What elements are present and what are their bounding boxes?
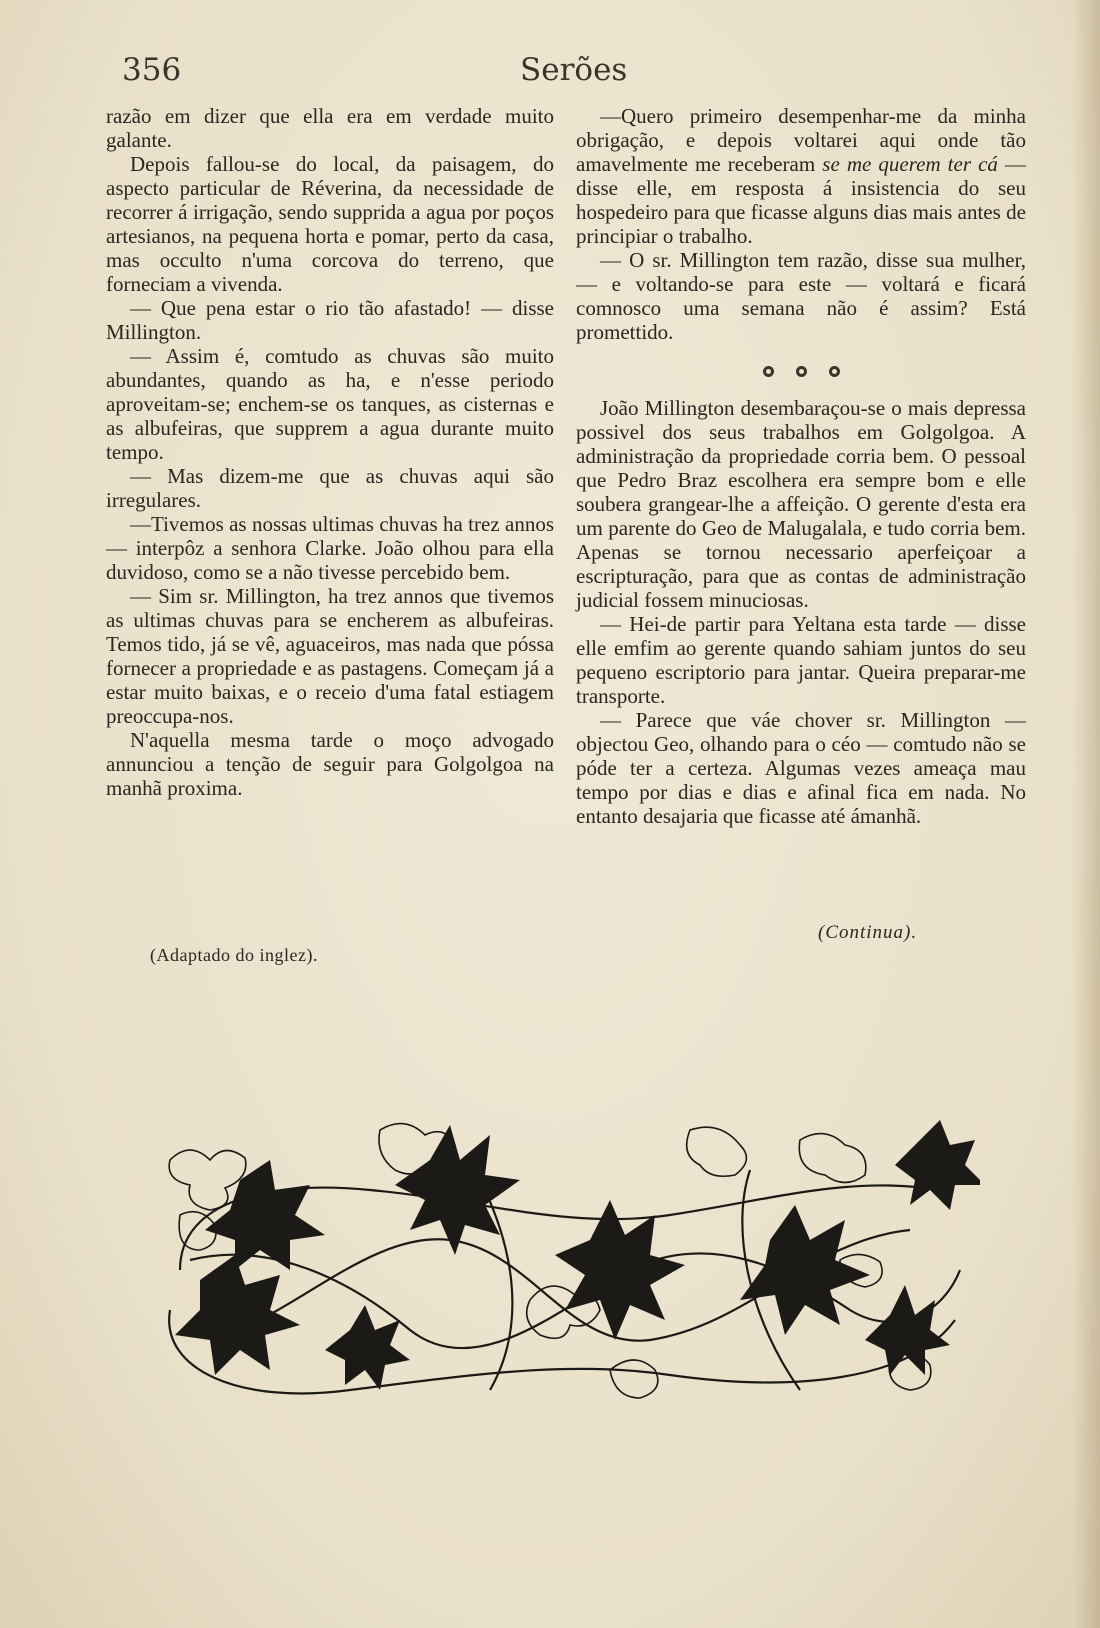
columbine-bud [325, 1305, 410, 1390]
paragraph: — Hei-de partir para Yeltana esta tarde — disse elle emfim ao gerente quando sahiam juntos do seu pequeno escriptorio para jantar. Queira preparar-me transporte. [576, 612, 1026, 708]
paragraph-text: —Quero primeiro desempenhar-me da minha obrigação, e depois voltarei aqui onde tão amavelmente me receberam [576, 104, 1026, 176]
italic-phrase: se me querem ter cá [822, 152, 998, 176]
section-break-ornament-icon [576, 358, 1026, 378]
attribution: (Adaptado do inglez). [150, 945, 318, 965]
left-column [106, 104, 554, 800]
rosette-icon [796, 366, 807, 377]
paragraph: —Tivemos as nossas ultimas chuvas ha trez annos — interpôz a senhora Clarke. João olhou para ella duvidoso, como se a não tivesse percebido bem. [106, 512, 554, 584]
paragraph [576, 104, 1026, 248]
paragraph: — Parece que váe chover sr. Millington — objectou Geo, olhando para o céo — comtudo não se póde ter a certeza. Algumas vezes ameaça mau tempo por dias e dias e afinal fica em nada. No entanto desajaria que ficasse até ámanhã. [576, 708, 1026, 828]
page-number: 356 [122, 52, 182, 88]
paragraph-text: — disse elle, em resposta á insistencia do seu hospedeiro para que ficasse alguns dias mais antes de principiar o trabalho. [576, 152, 1027, 248]
leaf-outline [687, 1127, 747, 1176]
paragraph: — Sim sr. Millington, ha trez annos que tivemos as ultimas chuvas para se encherem as albufeiras. Temos tido, já se vê, aguaceiros, mas nada que póssa fornecer a propriedade e as pastagens. Começam já a estar muito baixas, e o receio d'uma fatal estiagem preoccupa-nos. [106, 584, 554, 728]
page-header [122, 52, 960, 98]
continuation-note: (Continua). [818, 922, 918, 943]
paragraph: razão em dizer que ella era em verdade muito galante. [106, 104, 554, 152]
paragraph: — Assim é, comtudo as chuvas são muito abundantes, quando as ha, e n'esse periodo aproveitam-se; enchem-se os tanques, as cisternas e as albufeiras, que supprem a agua durante muito tempo. [106, 344, 554, 464]
paragraph: João Millington desembaraçou-se o mais depressa possivel dos seus trabalhos em Golgolgoa. A administração da propriedade corria bem. O pessoal que Pedro Braz escolhera era sempre bom e elle soubera grangear-lhe a affeição. O gerente d'esta era um parente do Geo de Malugalala, e tudo corria bem. Apenas se tornou necessario aperfeiçoar a escripturação, para que as contas de administração judicial fossem minuciosas. [576, 396, 1026, 612]
paragraph: — Que pena estar o rio tão afastado! — disse Millington. [106, 296, 554, 344]
rosette-icon [763, 366, 774, 377]
columbine-flower [895, 1120, 980, 1210]
leaf-outline [610, 1360, 658, 1398]
running-title: Serões [520, 52, 628, 88]
paragraph: N'aquella mesma tarde o moço advogado annunciou a tenção de seguir para Golgolgoa na manhã proxima. [106, 728, 554, 800]
columbine-flower [175, 1255, 300, 1375]
right-column [576, 104, 1026, 828]
leaf-outline [799, 1134, 866, 1183]
paragraph: Depois fallou-se do local, da paisagem, do aspecto particular de Réverina, da necessidade de recorrer á irrigação, sendo supprida a agua por poços artesianos, na pequena horta e pomar, perto da casa, mas occulto n'uma corcova do terreno, que forneciam a vivenda. [106, 152, 554, 296]
paragraph: — Mas dizem-me que as chuvas aqui são irregulares. [106, 464, 554, 512]
columbine-flower [555, 1200, 685, 1340]
rosette-icon [829, 366, 840, 377]
columbine-bud [865, 1285, 950, 1375]
floral-vignette-icon [150, 1120, 980, 1410]
book-spine-shadow [1072, 0, 1100, 1628]
paragraph: — O sr. Millington tem razão, disse sua mulher, — e voltando-se para este — voltará e ficará comnosco uma semana não é assim? Está promettido. [576, 248, 1026, 344]
columbine-flower [205, 1160, 325, 1270]
